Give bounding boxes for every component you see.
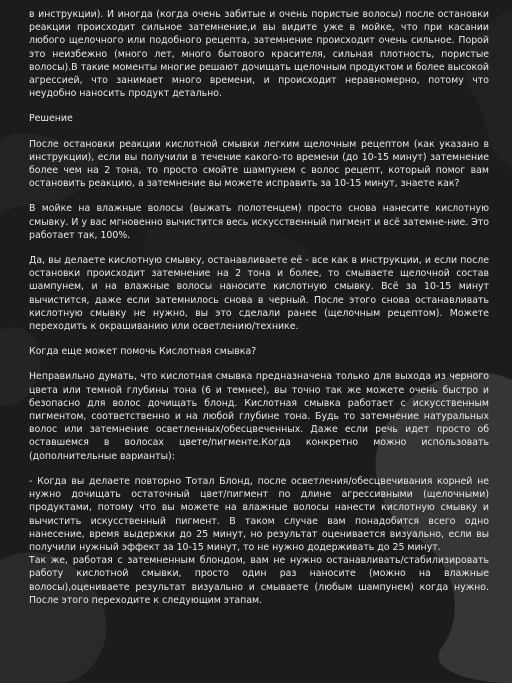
paragraph-darkened-blond: Так же, работая с затемненным блондом, вам не нужно останавливать/стабилизировать работу кислотной смывки, просто один раз наносите (можно на влажные волосы),оцениваете результат визуально и смываете (любым шампунем) когда нужно. После этого переходите к следующим этапам. [29,555,489,606]
paragraph-solution-3: Да, вы делаете кислотную смывку, останавливаете её - все как в инструкции, и если после остановки происходит затемнение на 2 тона и более, то смываете щелочной состав шампунем, и на влажные волосы наносите кислотную смывку. Всё за 10-15 минут вычистится, даже если затемнилось снова в черный. После этого снова останавливать кислотную смывку не нужно, вы это сделали ранее (щелочным рецептом). Можете переходить к окрашиванию или осветлению/технике. [29,255,489,333]
paragraph-solution-1: После остановки реакции кислотной смывки легким щелочным рецептом (как указано в инструкции), если вы получили в течение какого-то времени (до 10-15 минут) затемнение более чем на 2 тона, то просто смойте шампунем с волос рецепт, который помог вам остановить реакцию, а затемнение вы можете исправить за 10-15 минут, знаете как? [29,138,489,190]
heading-when-acid-helps: Когда еще может помочь Кислотная смывка? [29,346,257,358]
paragraph-when-acid-helps: Неправильно думать, что кислотная смывка предназначена только для выхода из черного цвета или темной глубины тона (6 и темнее), вы точно так же можете очень быстро и безопасно для волос дочищать блонд. Кислотная смывка работает с искусственным пигментом, соответственно и на любой глубине тона. Будь то затемнение натуральных волос или затемнение осветленных/обесцвеченных. Даже если речь идет просто об оставшемся в волосах цвете/пигменте.Когда конкретно можно использовать (дополнительные варианты): [29,371,489,462]
paragraph-solution-2: В мойке на влажные волосы (выжать полотенцем) просто снова нанесите кислотную смывку. И у вас мгновенно вычистится весь искусственный пигмент и всё затемне-ние. Это работает так, 100%. [29,203,489,241]
heading-solution: Решение [29,113,73,125]
document-page [29,8,489,619]
paragraph-total-blond: - Когда вы делаете повторно Тотал Блонд, после осветления/обесцвечивания корней не нужно дочищать остаточный цвет/пигмент по длине агрессивными (щелочными) продуктами, потому что вы можете на влажные волосы нанести кислотную смывку и вычистить искусственный пигмент. В таком случае вам понадобится всего одно нанесение, время выдержки до 25 минут, но результат оценивается визуально, если вы получили нужный эффект за 10-15 минут, то не нужно додерживать до 25 минут. [29,475,489,553]
paragraph-intro: в инструкции). И иногда (когда очень забитые и очень пористые волосы) после остановки реакции происходит сильное затемнение,и вы видите уже в мойке, что при касании любого щелочного или подобного рецепта, затемнение происходит очень сильное. Порой это неизбежно (много лет, много бытового красителя, сильная плотность, пористые волосы).В такие моменты многие решают дочищать щелочным продуктом и более высокой агрессией, что занимает много времени, и происходит неравномерно, потому что неудобно наносить продукт детально. [29,9,489,100]
